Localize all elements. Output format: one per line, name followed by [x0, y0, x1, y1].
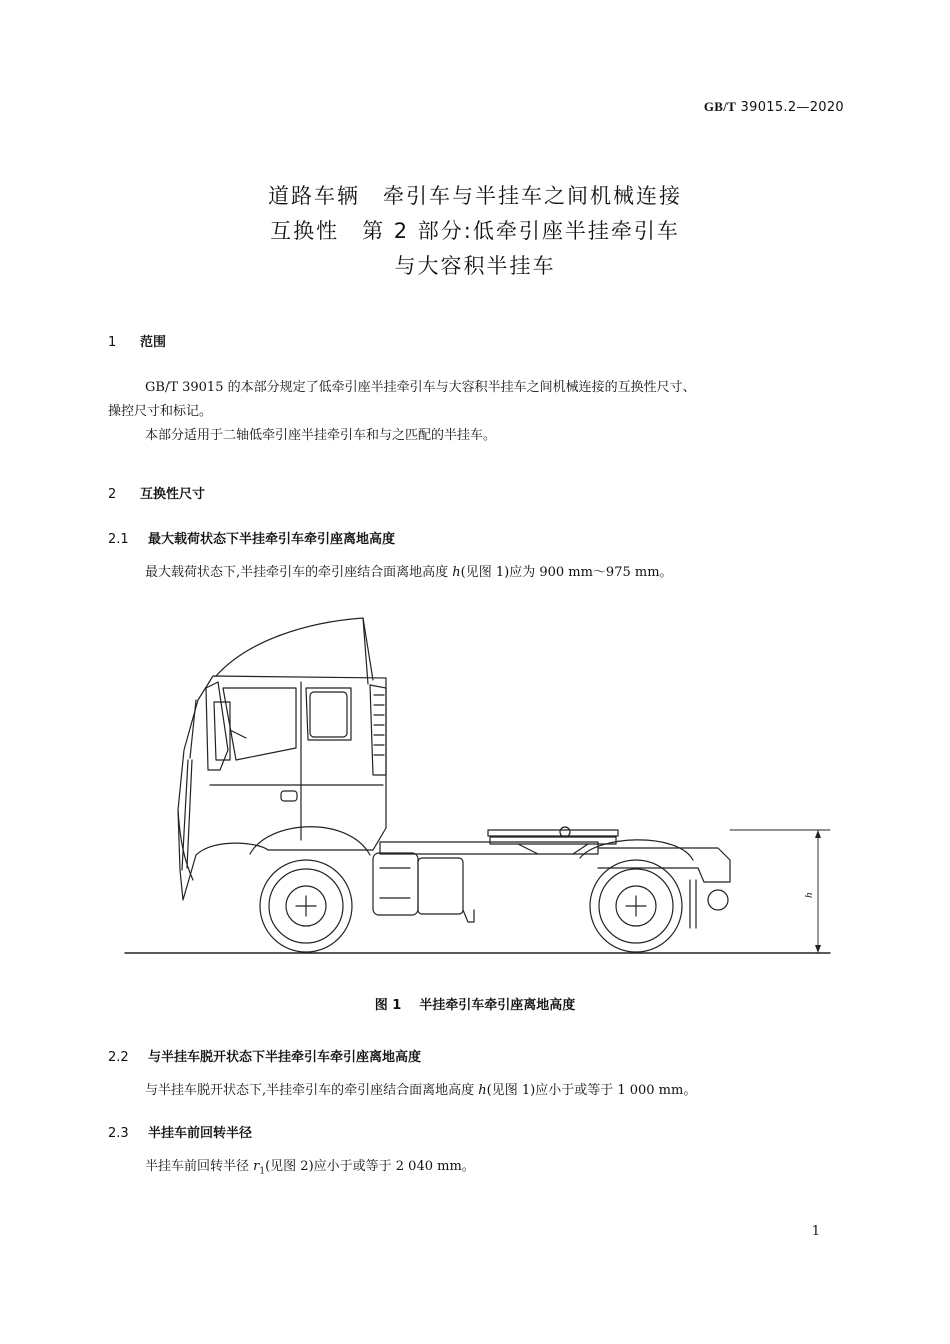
s2-1-text: [145, 561, 673, 585]
figure-caption: [0, 994, 950, 1013]
title-line-1: 道路车辆 牵引车与半挂车之间机械连接: [268, 184, 682, 208]
rear-light: [708, 890, 728, 910]
standard-number: 39015.2—2020: [740, 100, 844, 115]
s1-para2: 本部分适用于二轴低牵引座半挂牵引车和与之匹配的半挂车。: [145, 428, 497, 443]
section-2-3-heading: [108, 1122, 252, 1141]
s2-2-text: [145, 1079, 696, 1103]
text-part: (见图 1)应小于或等于 1 000 mm。: [486, 1083, 697, 1098]
section-title: 互换性尺寸: [140, 487, 206, 502]
height-symbol: h: [478, 1083, 487, 1098]
title-line-2: 互换性 第 2 部分:低牵引座半挂牵引车: [270, 219, 680, 243]
section-title: 与半挂车脱开状态下半挂牵引车牵引座离地高度: [148, 1050, 422, 1065]
section-number: 2.3: [108, 1126, 129, 1141]
section-number: 1: [108, 335, 117, 350]
text-part: 与半挂车脱开状态下,半挂牵引车的牵引座结合面离地高度: [145, 1083, 479, 1098]
title-line-3: 与大容积半挂车: [394, 254, 556, 278]
figure-number: 图 1: [374, 998, 402, 1013]
roof-deflector: [216, 618, 373, 680]
standard-code: [704, 99, 844, 115]
section-title: 最大载荷状态下半挂牵引车牵引座离地高度: [148, 532, 396, 547]
page-number: 1: [811, 1224, 820, 1239]
s1-para1-line2: 操控尺寸和标记。: [108, 404, 213, 419]
radius-symbol: r: [253, 1159, 260, 1174]
rear-window: [306, 688, 351, 740]
dimension-label: h: [803, 892, 815, 898]
section-2-heading: [108, 483, 205, 502]
fifth-wheel-plate: [488, 830, 618, 836]
battery-box: [373, 853, 418, 915]
tractor-figure: [118, 610, 838, 970]
s2-3-text: [145, 1155, 475, 1184]
text-part: (见图 2)应小于或等于 2 040 mm。: [265, 1159, 475, 1174]
radius-subscript: 1: [259, 1166, 266, 1177]
s1-para1-line1: GB/T 39015 的本部分规定了低牵引座半挂牵引车与大容积半挂车之间机械连接的互换性尺寸、: [145, 380, 696, 395]
front-fender: [250, 827, 370, 855]
section-number: 2.1: [108, 532, 129, 547]
text-part: (见图 1)应为 900 mm～975 mm。: [460, 565, 673, 580]
door-window: [223, 688, 296, 760]
figure-title: 半挂牵引车牵引座离地高度: [419, 998, 576, 1013]
rear-frame: [598, 848, 730, 882]
dimension-arrow-top: [815, 830, 821, 838]
text-part: 最大载荷状态下,半挂牵引车的牵引座结合面离地高度: [145, 565, 453, 580]
rear-fender: [580, 840, 693, 860]
section-2-2-heading: [108, 1046, 421, 1065]
standard-prefix: GB/T: [703, 99, 737, 114]
section-2-1-heading: [108, 528, 395, 547]
height-symbol: h: [452, 565, 461, 580]
fuel-tank: [418, 858, 463, 914]
section-number: 2.2: [108, 1050, 129, 1065]
exhaust-stack: [370, 685, 386, 775]
section-number: 2: [108, 487, 117, 502]
section-1-heading: [108, 331, 166, 350]
section-title: 范围: [140, 335, 167, 350]
dimension-arrow-bottom: [815, 945, 821, 953]
text-part: 半挂车前回转半径: [145, 1159, 254, 1174]
section-title: 半挂车前回转半径: [148, 1126, 253, 1141]
